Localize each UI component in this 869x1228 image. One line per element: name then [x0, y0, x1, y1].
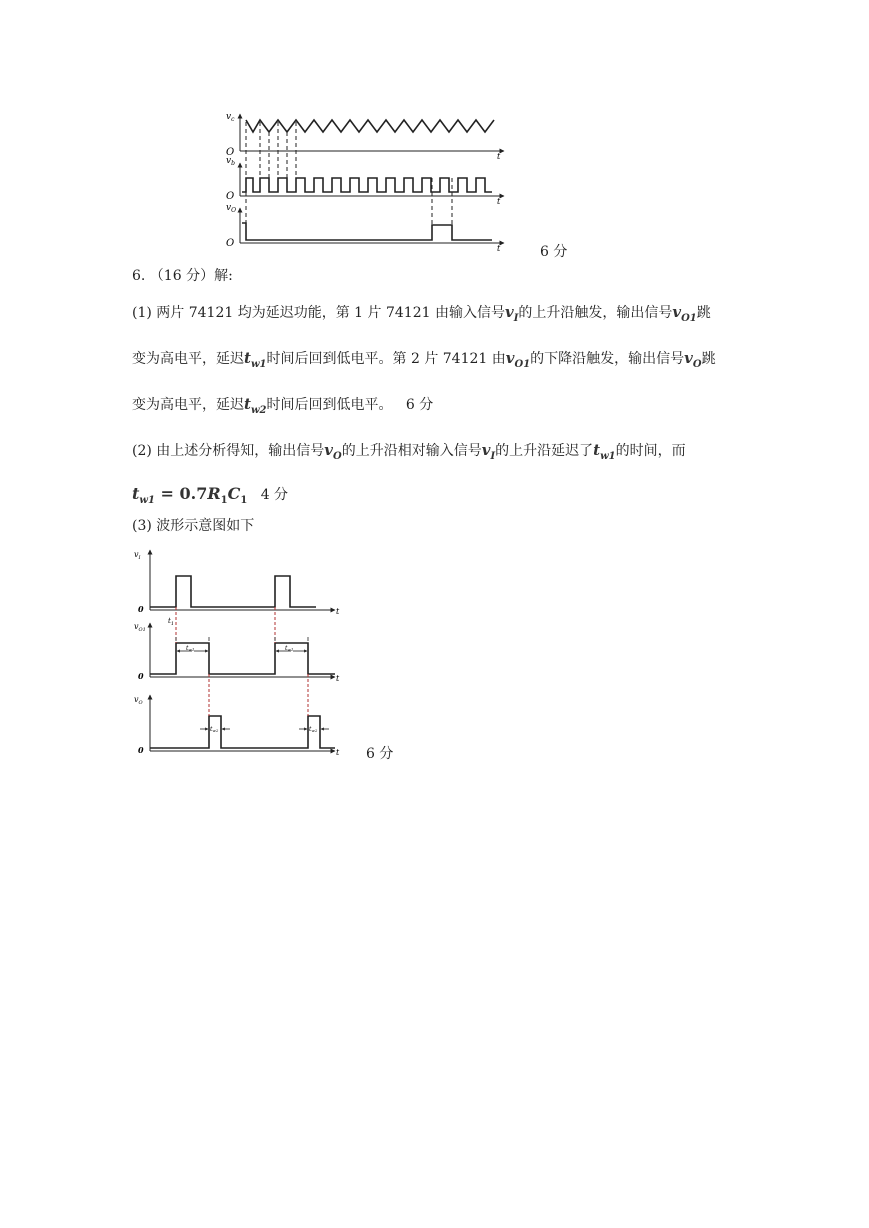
origin-a: 0	[138, 604, 144, 614]
label-vo-2: $v_O$	[134, 695, 143, 706]
origin-c: 0	[138, 745, 144, 755]
label-vo: $v_O$	[226, 203, 237, 214]
symbol-vo1-b: $v_{O1}$	[505, 349, 531, 370]
p1-score: 6 分	[405, 397, 434, 413]
tw2-marker-2	[299, 726, 329, 733]
label-vi: $v_I$	[134, 550, 141, 561]
symbol-tw2: $t_{w2}$	[244, 395, 267, 416]
symbol-vo-2: $v_O$	[324, 441, 342, 462]
waveform-vi	[150, 576, 316, 607]
waveform-vc	[246, 120, 494, 132]
symbol-vi-2: $v_I$	[481, 441, 496, 462]
formula-tw1: $t_{w1} = 0.7R_1C_1$	[132, 484, 248, 507]
symbol-vi: $v_I$	[504, 303, 519, 324]
origin-b: 0	[138, 671, 144, 681]
axis-t-3: t	[497, 244, 501, 253]
waveform-vo1	[150, 643, 335, 674]
origin-3: O	[226, 238, 235, 249]
origin-2: O	[226, 191, 235, 202]
p1-line1: (1) 两片 74121 均为延迟功能，第 1 片 74121 由输入信号$v_I$的上升沿触发，输出信号$v_{O1}$跳	[132, 303, 711, 324]
symbol-vo: $v_O$	[684, 349, 702, 370]
label-tw2-a: tw2	[210, 726, 219, 733]
tw1-marker-2	[275, 637, 308, 652]
symbol-tw1-2: $t_{w1}$	[593, 441, 616, 462]
p1-line2: 变为高电平，延迟$t_{w1}$时间后回到低电平。第 2 片 74121 由$v_{O1}$的下降沿触发，输出信号$v_O$跳	[132, 349, 716, 370]
label-vo1: $v_{O1}$	[134, 622, 146, 633]
symbol-tw1: $t_{w1}$	[244, 349, 267, 370]
label-vb: $v_b$	[226, 156, 235, 167]
label-tw1-b: tw1	[285, 645, 294, 652]
p2-line1: (2) 由上述分析得知，输出信号$v_O$的上升沿相对输入信号$v_I$的上升沿延迟了$t_{w1}$的时间，而	[132, 441, 686, 462]
axis-t-1: t	[497, 152, 501, 161]
p2-formula	[132, 484, 288, 511]
q6-heading: 6. （16 分）解:	[132, 268, 233, 284]
label-tw1-a: tw1	[186, 645, 195, 652]
label-t1: $t_1$	[168, 617, 175, 627]
waveform-figure-1	[222, 108, 512, 253]
p1-line3: 变为高电平，延迟$t_{w2}$时间后回到低电平。 6 分	[132, 395, 434, 416]
label-vc: $v_c$	[226, 112, 235, 123]
symbol-vo1: $v_{O1}$	[672, 303, 697, 324]
waveform-vo-out	[150, 716, 335, 748]
waveform-figure-2	[130, 545, 345, 760]
waveform-vo	[242, 223, 492, 240]
score-figure-1: 6 分	[540, 244, 568, 260]
axis-t-2: t	[497, 197, 501, 206]
score-figure-2: 6 分	[366, 746, 394, 762]
waveform-vb	[242, 178, 492, 192]
label-tw2-b: tw2	[309, 726, 318, 733]
tw2-marker-1	[200, 726, 230, 733]
p2-score: 4 分	[260, 487, 289, 503]
p3-line: (3) 波形示意图如下	[132, 518, 255, 534]
axis-t-c: t	[336, 748, 340, 757]
axis-t-a: t	[336, 607, 340, 616]
axis-t-b: t	[336, 674, 340, 683]
tw1-marker-1	[176, 637, 209, 652]
origin-1: O	[226, 147, 235, 158]
